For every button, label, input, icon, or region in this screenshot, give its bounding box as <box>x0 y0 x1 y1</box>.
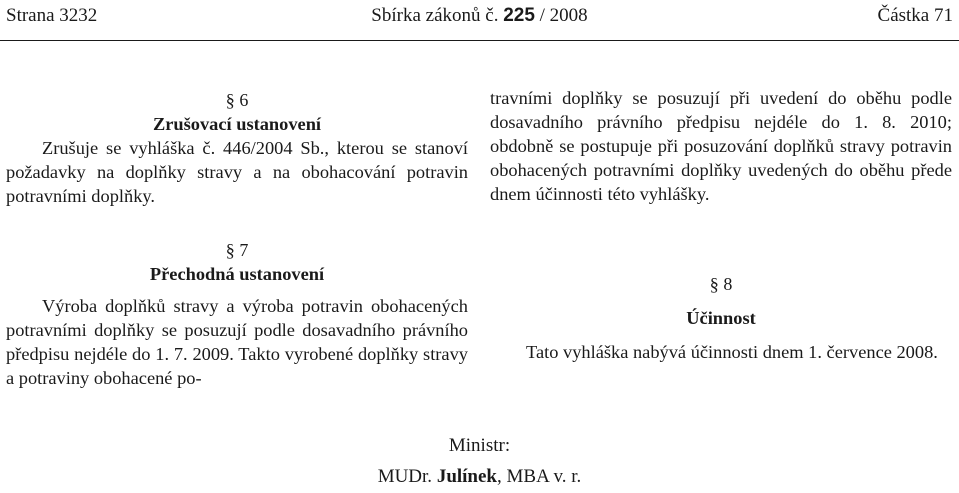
collection-title <box>0 5 959 27</box>
section-6-title: Zrušovací ustanovení <box>152 114 322 134</box>
collection-label: Sbírka zákonů č. <box>371 5 499 26</box>
collection-year: / 2008 <box>539 5 588 26</box>
section-symbol: § <box>225 90 235 110</box>
part-number: Částka 71 <box>877 5 953 26</box>
section-symbol: § <box>225 240 235 260</box>
section-7-title: Přechodná ustanovení <box>149 264 325 284</box>
section-8-title: Účinnost <box>686 308 756 328</box>
section-number: 7 <box>239 240 249 260</box>
section-6 <box>6 88 468 208</box>
signature-prefix: MUDr. <box>377 466 433 487</box>
collection-number: 225 <box>503 5 535 26</box>
section-8-text: Tato vyhláška nabývá účinnosti dnem 1. července 2008. <box>526 342 938 362</box>
section-8-heading <box>490 272 952 296</box>
signature-surname: Julínek <box>436 466 498 487</box>
signature-name <box>0 466 959 488</box>
section-number: 8 <box>723 274 733 294</box>
section-7 <box>6 238 468 390</box>
section-number: 6 <box>239 90 249 110</box>
page-number: Strana 3232 <box>6 5 98 26</box>
section-6-heading <box>6 88 468 112</box>
signature-suffix: , MBA v. r. <box>497 466 582 487</box>
section-8 <box>490 272 952 364</box>
section-6-text: Zrušuje se vyhláška č. 446/2004 Sb., kterou se stanoví požadavky na doplňky stravy a na obohacování potravin potravními doplňky. <box>6 138 468 206</box>
section-symbol: § <box>709 274 719 294</box>
section-7-heading <box>6 238 468 262</box>
page-header <box>0 0 959 41</box>
section-7-text: Výroba doplňků stravy a výroba potravin obohacených potravními doplňky se posuzují podle dosavadního právního předpisu nejdéle do 1. 7. 2009. Takto vyrobené doplňky stravy a potraviny obohacené po- <box>6 296 468 388</box>
signature-role: Ministr: <box>448 435 511 456</box>
continuation-text: travními doplňky se posuzují při uvedení do oběhu podle dosavadního právního předpisu nejdéle do 1. 8. 2010; obdobně se postupuje při posuzování doplňků stravy potravin obohacených potravními doplňky uvedených do oběhu přede dnem účinnosti této vyhlášky. <box>490 88 952 204</box>
